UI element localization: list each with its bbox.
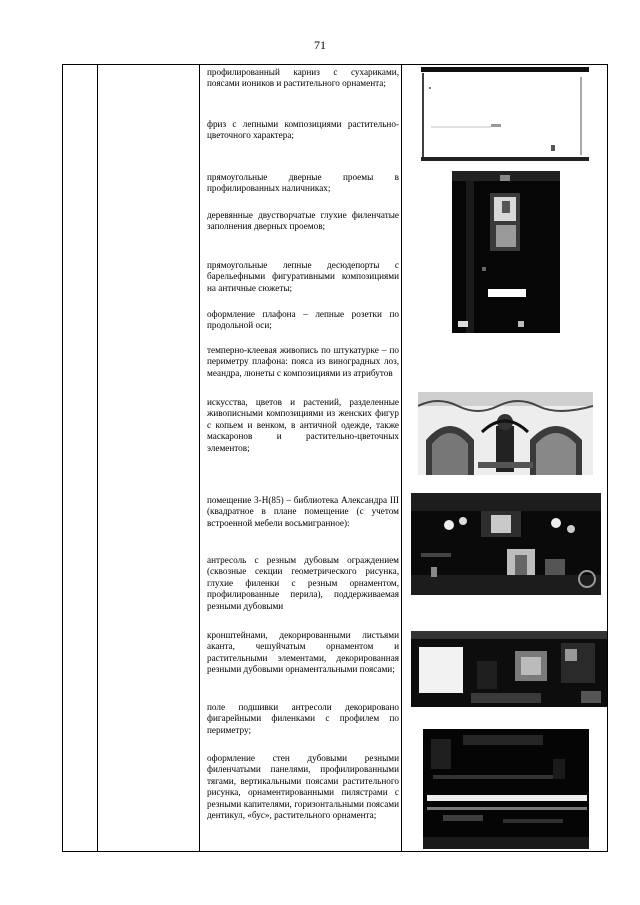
photo-mezzanine-brackets [411,631,607,707]
page-number: 71 [314,38,326,52]
paragraph-door-openings: прямоугольные дверные проемы в профилированных наличниках; [207,172,399,194]
paragraph-painting-continued: искусства, цветов и растений, разделенные живописными композициями из женских фигур с копьем и венком, в античной одежде, также маскаронов и растительно-цветочных элементов; [207,397,399,453]
photo-frieze-detail [421,67,589,161]
paragraph-frieze: фриз с лепными композициями растительно-цветочного характера; [207,119,399,141]
paragraph-tempera-painting: темперно-клеевая живопись по штукатурке – по периметру плафона: пояса из виноградных лоз, меандра, люнеты с композициями из атрибутов [207,345,399,378]
paragraph-brackets: кронштейнами, декорированными листьями аканта, чешуйчатым орнаментом и растительными элементами, декорированная резными дубовыми орнаментальными поясами; [207,630,399,675]
photo-library-interior [411,493,601,595]
paragraph-mezzanine-soffit: поле подшивки антресоли декорировано фигарейными филенками с профилем по периметру; [207,702,399,735]
paragraph-door-fillings: деревянные двустворчатые глухие филенчатые заполнения дверных проемов; [207,210,399,232]
paragraph-cornice: профилированный карниз с сухариками, поясами иоников и растительного орнамента; [207,67,399,89]
document-table [62,64,608,852]
photo-door-interior [452,171,560,333]
paragraph-overdoors: прямоугольные лепные десюдепорты с барельефными фигуративными композициями на античные сюжеты; [207,260,399,293]
photo-plafond-painting [418,392,593,475]
paragraph-wall-panels: оформление стен дубовыми резными филенчатыми панелями, профилированными тягами, вертикальными поясами растительного рисунка, орнаментированными пилястрами с резными капителями, горизонтальными поясами дентикул, «бус», растительного орнамента; [207,753,399,821]
paragraph-library-room: помещение 3-Н(85) – библиотека Александра III (квадратное в плане помещение (с учетом встроенной мебели восьмигранное): [207,495,399,528]
column-divider [97,65,98,851]
paragraph-plafond: оформление плафона – лепные розетки по продольной оси; [207,309,399,331]
column-divider [401,65,402,851]
paragraph-mezzanine: антресоль с резным дубовым ограждением (сквозные секции геометрического рисунка, глухие филенки с резным орнаментом, профилированные перила), поддерживаемая резными дубовыми [207,555,399,611]
photo-wall-panels [423,729,589,849]
column-divider [199,65,200,851]
